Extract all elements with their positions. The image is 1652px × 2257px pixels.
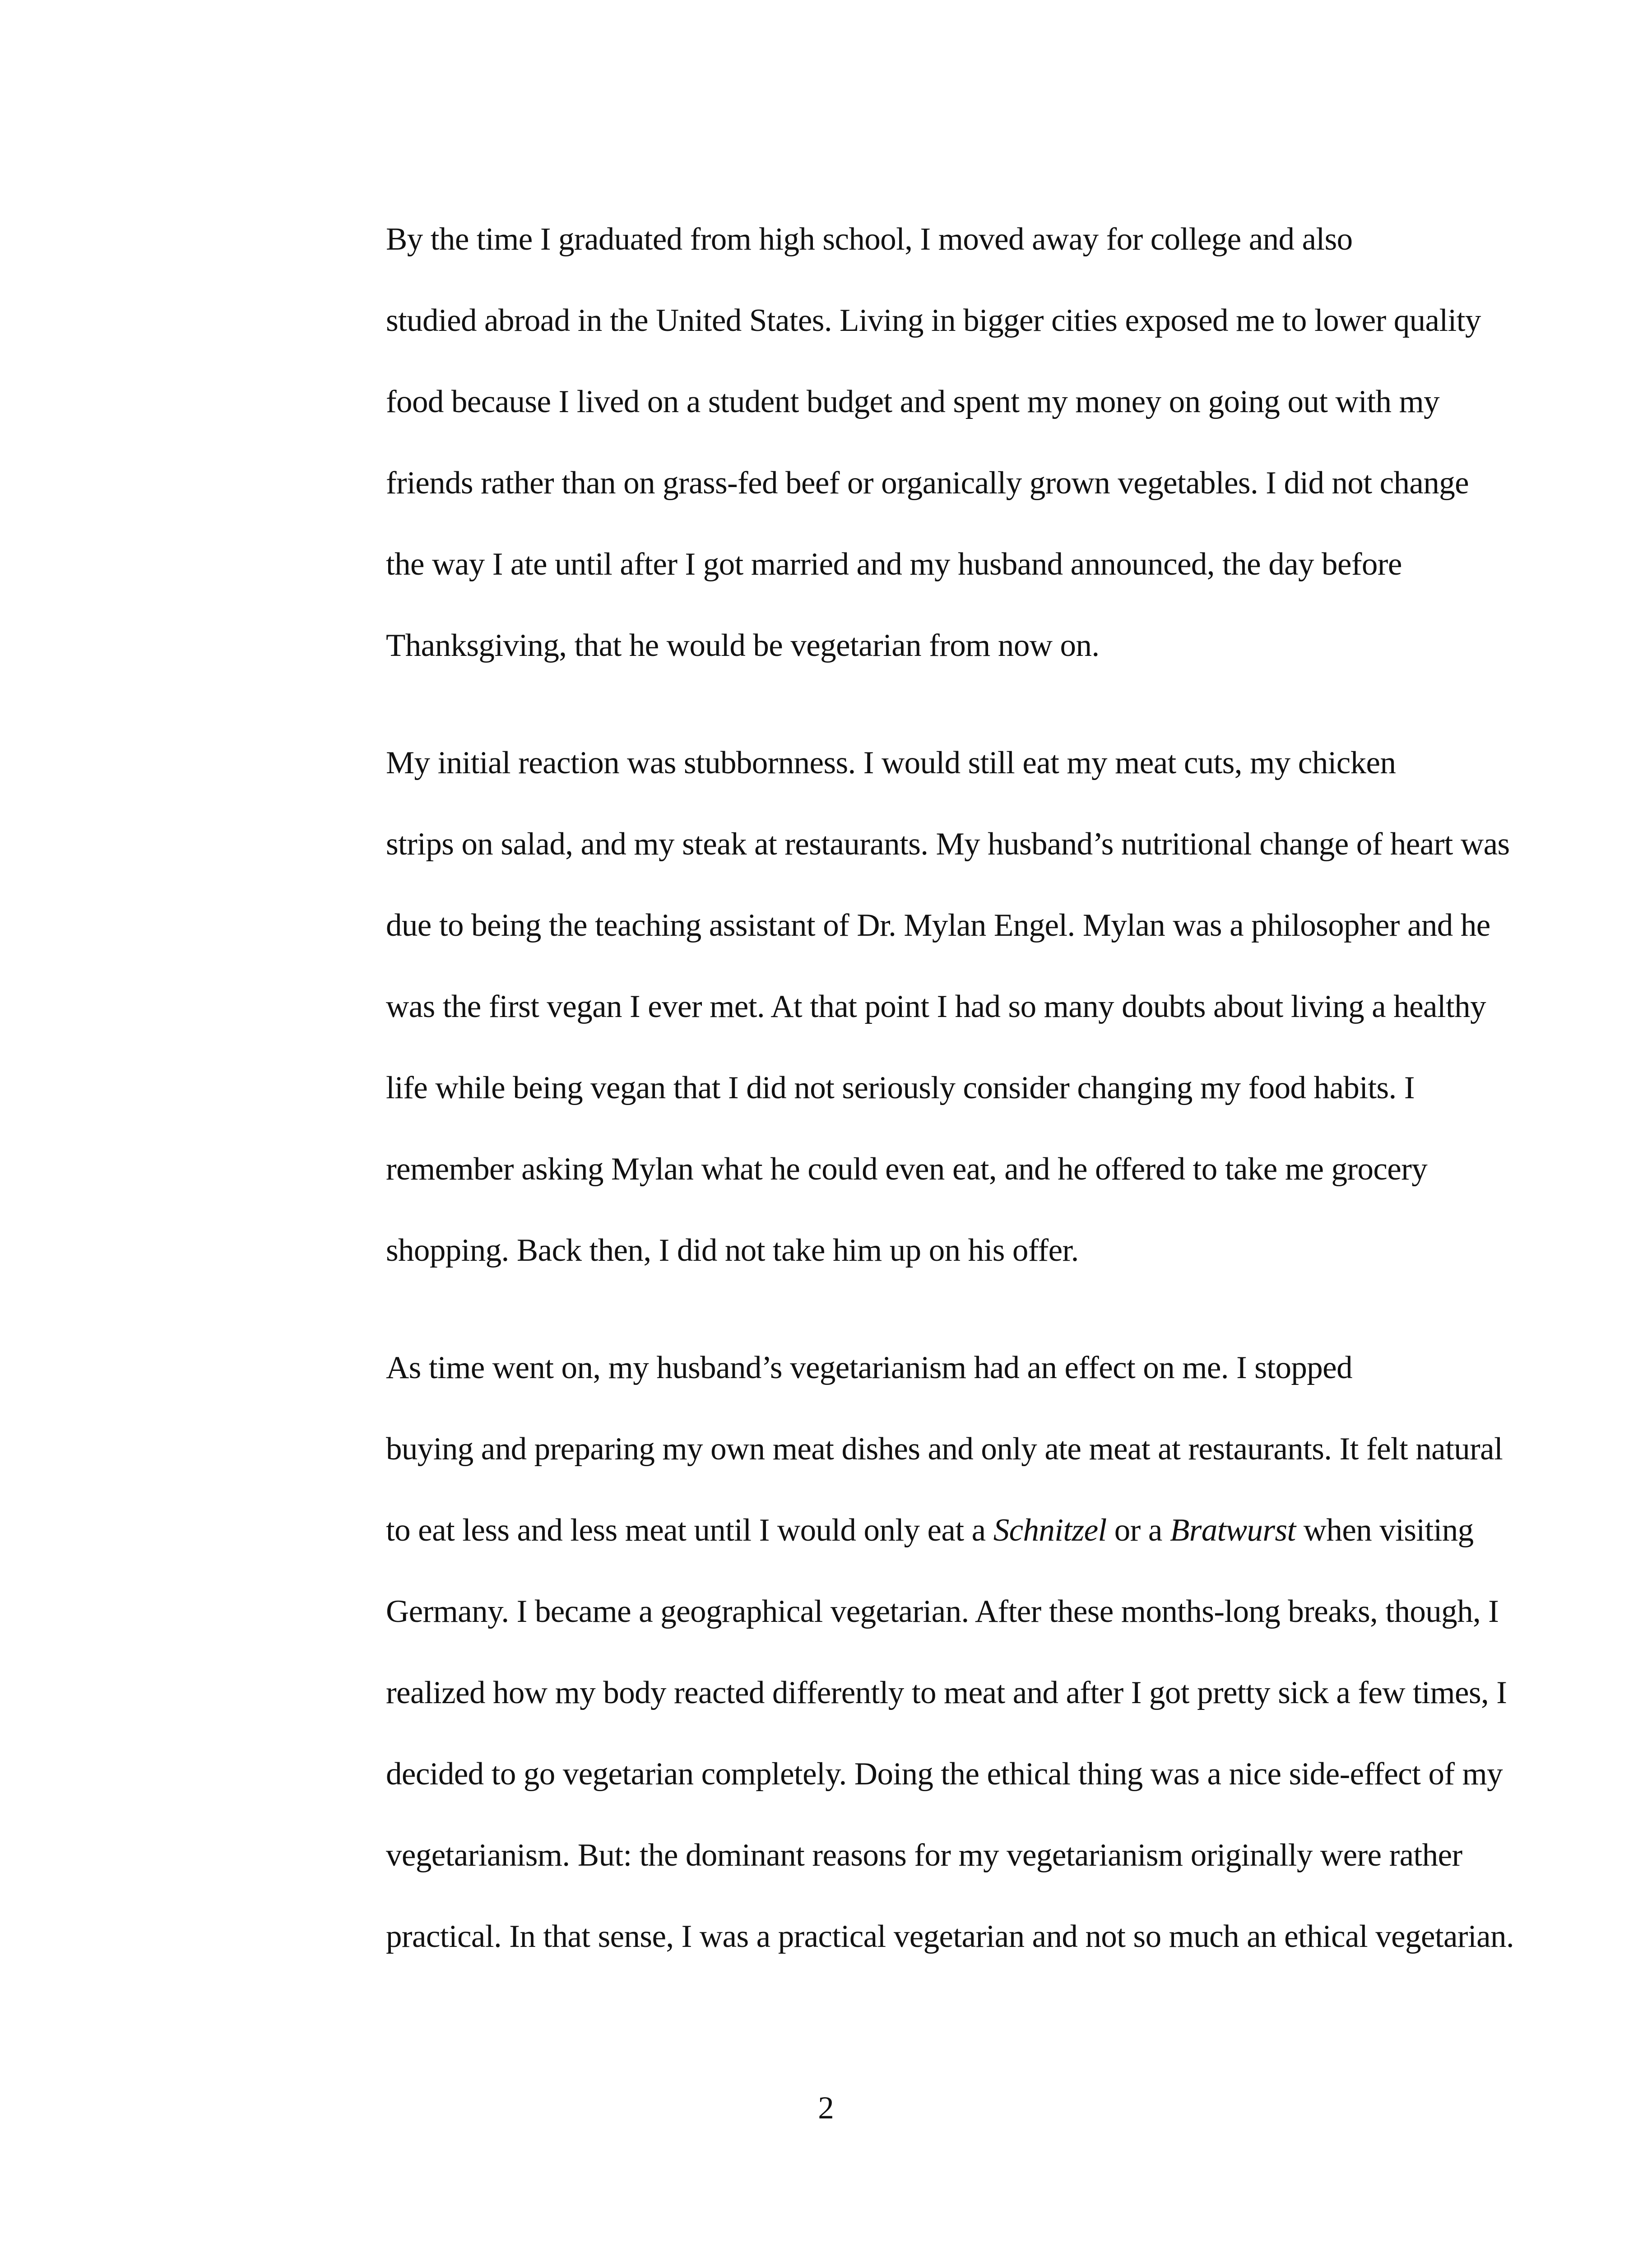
text-line: Thanksgiving, that he would be vegetarian from now on. <box>386 628 1100 663</box>
text-line: studied abroad in the United States. Living in bigger cities exposed me to lower quality <box>386 303 1481 338</box>
text-line: the way I ate until after I got married and my husband announced, the day before <box>386 547 1402 582</box>
text-line: remember asking Mylan what he could even eat, and he offered to take me grocery <box>386 1152 1428 1187</box>
text-line: strips on salad, and my steak at restaurants. My husband’s nutritional change of heart was <box>386 827 1510 862</box>
text-line: food because I lived on a student budget and spent my money on going out with my <box>386 384 1440 419</box>
paragraph-3 <box>289 1327 1514 1977</box>
text-line: due to being the teaching assistant of Dr. Mylan Engel. Mylan was a philosopher and he <box>386 908 1490 943</box>
italic-word-bratwurst: Bratwurst <box>1169 1513 1296 1548</box>
text-run: or a <box>1106 1513 1170 1548</box>
text-line: My initial reaction was stubbornness. I would still eat my meat cuts, my chicken <box>386 745 1396 780</box>
text-line: By the time I graduated from high school, I moved away for college and also <box>386 222 1353 257</box>
text-line: As time went on, my husband’s vegetarianism had an effect on me. I stopped <box>386 1350 1352 1385</box>
text-line: life while being vegan that I did not seriously consider changing my food habits. I <box>386 1070 1415 1105</box>
text-line: shopping. Back then, I did not take him up on his offer. <box>386 1233 1079 1268</box>
text-line: realized how my body reacted differently to meat and after I got pretty sick a few times, I <box>386 1675 1507 1710</box>
text-run: to eat less and less meat until I would only eat a <box>386 1513 993 1548</box>
text-line: Germany. I became a geographical vegetarian. After these months-long breaks, though, I <box>386 1594 1499 1629</box>
text-line: buying and preparing my own meat dishes and only ate meat at restaurants. It felt natural <box>386 1431 1503 1467</box>
text-line-with-italics <box>289 1490 1474 1571</box>
body-text <box>289 199 1514 1977</box>
italic-word-schnitzel: Schnitzel <box>993 1513 1107 1548</box>
text-line: friends rather than on grass-fed beef or organically grown vegetables. I did not change <box>386 465 1469 501</box>
paragraph-1 <box>289 199 1481 686</box>
text-run: when visiting <box>1295 1513 1474 1548</box>
text-line: decided to go vegetarian completely. Doing the ethical thing was a nice side-effect of my <box>386 1756 1503 1792</box>
text-line: vegetarianism. But: the dominant reasons for my vegetarianism originally were rather <box>386 1838 1462 1873</box>
page-number: 2 <box>818 2090 834 2126</box>
paragraph-2 <box>289 722 1510 1291</box>
text-line: practical. In that sense, I was a practical vegetarian and not so much an ethical vegetarian. <box>386 1919 1514 1954</box>
text-line: was the first vegan I ever met. At that point I had so many doubts about living a healthy <box>386 989 1486 1024</box>
